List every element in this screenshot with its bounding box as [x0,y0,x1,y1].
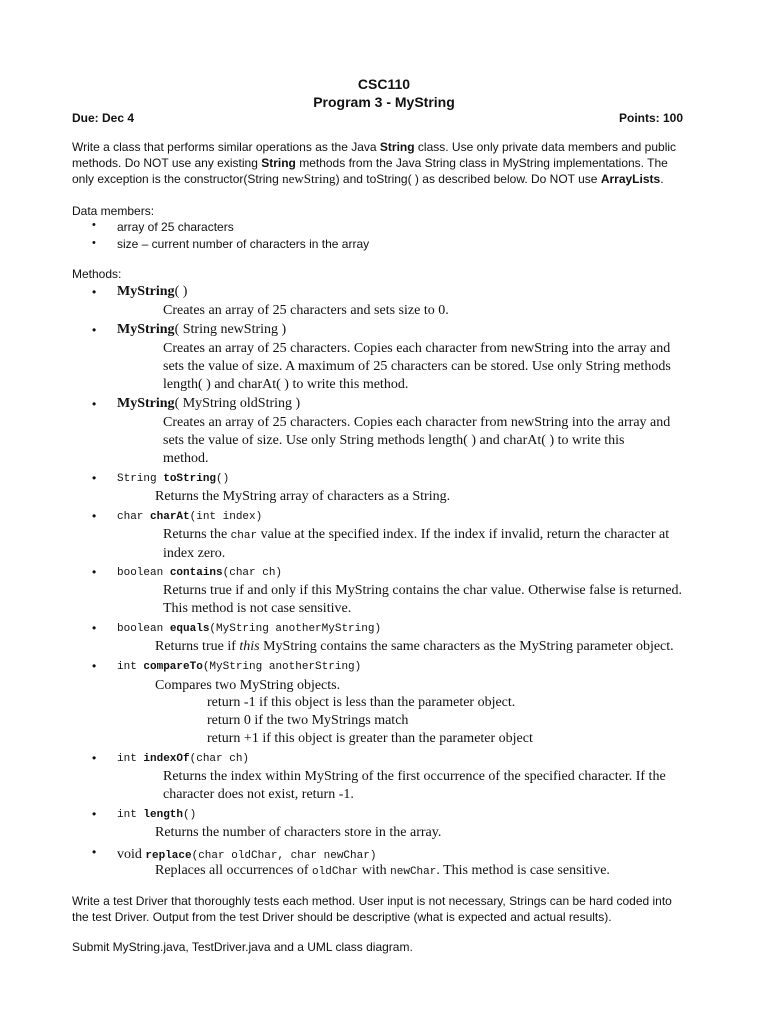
intro-bold-arraylists: ArrayLists [600,172,661,186]
description-line: sets the value of size. Use only String methods length( ) and charAt( ) to write this [163,433,625,448]
return-type: String [117,473,164,485]
bullet: • [92,621,97,635]
method-name: replace [145,850,192,862]
due-date: Due: Dec 4 [72,111,135,125]
return-type: void [117,847,146,862]
method-name: length [143,809,184,821]
intro-text: . [660,172,664,186]
method-signature [117,809,196,821]
intro-text: Write a class that performs similar operations as the Java [72,140,380,154]
description-text: value at the specified index. If the index if invalid, return the character at [257,527,670,542]
return-type: char [117,511,151,523]
method-description [163,582,682,618]
description-line: This method is not case sensitive. [163,601,352,616]
method-signature [117,567,282,579]
bullet: • [92,807,97,821]
return-line: return -1 if this object is less than the parameter object. [207,695,516,710]
method-name: MyString [117,396,175,411]
method-name: charAt [150,511,190,523]
data-member-item: array of 25 characters [117,220,234,234]
inline-code: newChar [390,866,437,878]
method-signature [117,473,229,485]
data-members-heading: Data members: [72,204,155,218]
return-type: int [117,753,144,765]
method-description: Compares two MyString objects. [155,678,341,693]
intro-bold-string: String [379,140,415,154]
return-rule [207,694,533,748]
description-line: Returns true if and only if this MyString contains the char value. Otherwise false is returned. [163,583,683,598]
return-type: boolean [117,567,170,579]
description-text: MyString contains the same characters as the MyString parameter object. [259,639,674,654]
bullet: • [92,237,96,249]
inline-code: char [230,530,258,542]
points: Points: 100 [619,111,684,125]
bullet: • [92,509,97,523]
method-description [163,340,671,394]
method-params: ( String newString ) [174,322,287,337]
method-params: (char oldChar, char newChar) [191,850,377,862]
method-description [163,414,670,468]
description-text: Returns the [163,527,231,542]
intro-text: methods from the Java String class in MyString implementations. The [295,156,668,170]
bullet: • [92,471,97,485]
return-line: return 0 if the two MyStrings match [207,713,409,728]
method-name: MyString [117,322,175,337]
method-description [155,638,674,656]
method-description: Returns the MyString array of characters as a String. [155,489,451,504]
bullet: • [92,285,97,299]
method-name: indexOf [143,753,190,765]
intro-text: class. Use only private data members and public [414,140,677,154]
method-params: (char ch) [189,753,250,765]
return-type: int [117,809,144,821]
description-text: Replaces all occurrences of [155,863,313,878]
intro-text: methods. Do NOT use any existing [72,156,262,170]
method-signature [117,321,286,339]
description-line: sets the value of size. A maximum of 25 characters can be stored. Use only String methods [163,359,671,374]
emphasis-text: this [239,639,260,654]
method-params: () [183,809,197,821]
bullet: • [92,845,97,859]
method-signature [117,661,361,673]
return-line: return +1 if this object is greater than the parameter object [207,731,533,746]
inline-code: oldChar [312,866,359,878]
description-line: Creates an array of 25 characters. Copies each character from newString into the array and [163,415,671,430]
bullet: • [92,397,97,411]
bullet: • [92,751,97,765]
intro-text: only exception is the constructor(String [72,172,283,186]
method-description: Returns the number of characters store in the array. [155,825,442,840]
description-line: Returns the index within MyString of the first occurrence of the specified character. If the [163,769,666,784]
method-signature [117,395,300,413]
method-params: (MyString anotherString) [202,661,362,673]
method-description [163,526,669,563]
method-description [155,862,610,881]
bullet: • [92,565,97,579]
bullet: • [92,219,96,231]
description-line: method. [163,451,209,466]
method-params: ( ) [174,284,188,299]
method-params: (MyString anotherMyString) [209,623,382,635]
description-line: index zero. [163,546,226,561]
methods-heading: Methods: [72,267,122,281]
description-line: Creates an array of 25 characters. Copies each character from newString into the array and [163,341,671,356]
intro-paragraph [72,139,732,187]
paragraph-line: the test Driver. Output from the test Driver should be descriptive (what is expected and actual results). [72,910,612,924]
method-description [163,768,666,804]
description-text: Returns true if [155,639,240,654]
method-description: Creates an array of 25 characters and sets size to 0. [163,303,449,318]
method-params: (char ch) [222,567,283,579]
course-title: CSC110 [357,76,411,92]
description-text: with [358,863,391,878]
method-params: ( MyString oldString ) [174,396,301,411]
return-type: int [117,661,144,673]
method-signature [117,623,381,635]
method-name: MyString [117,284,175,299]
description-line: character does not exist, return -1. [163,787,354,802]
method-params: (int index) [189,511,263,523]
intro-bold-string: String [261,156,296,170]
description-line: length( ) and charAt( ) to write this method. [163,377,409,392]
bullet: • [92,659,97,673]
method-name: equals [169,623,210,635]
method-signature [117,283,187,301]
submit-instructions: Submit MyString.java, TestDriver.java and a UML class diagram. [72,940,413,954]
paragraph-line: Write a test Driver that thoroughly tests each method. User input is not necessary, Strings can be hard coded into [72,894,672,908]
method-signature [117,511,262,523]
method-name: compareTo [143,661,203,673]
program-title: Program 3 - MyString [313,94,455,110]
method-params: () [216,473,230,485]
method-name: contains [169,567,223,579]
method-name: toString [163,473,217,485]
method-signature [117,753,249,765]
data-member-item: size – current number of characters in the array [117,237,370,251]
bullet: • [92,323,97,337]
intro-text: ) and toString( ) as described below. Do NOT use [335,172,601,186]
return-type: boolean [117,623,170,635]
intro-param: newString [282,171,336,186]
test-driver-paragraph [72,893,742,925]
description-text: . This method is case sensitive. [436,863,610,878]
